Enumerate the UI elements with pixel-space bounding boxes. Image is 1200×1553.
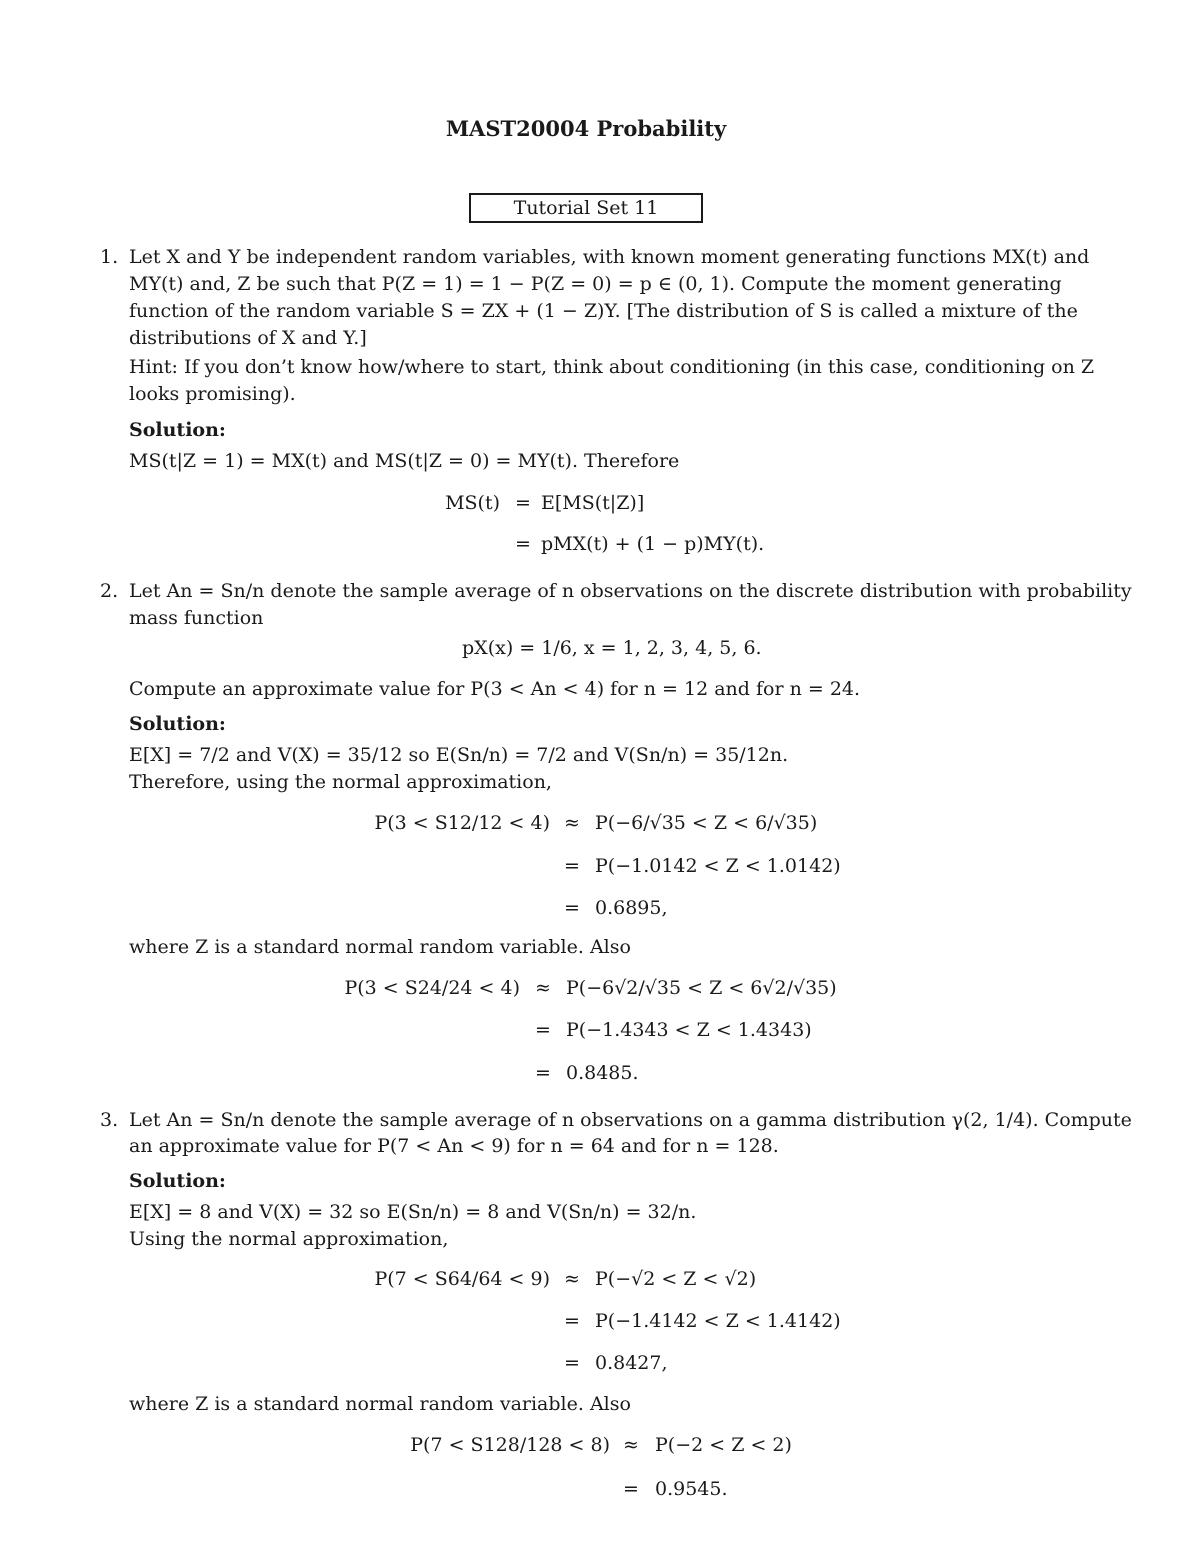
q1-eq-rhs-2: pMX(t) + (1 − p)MY(t).	[541, 533, 765, 555]
q3-b2-rhs-1: P(−2 < Z < 2)	[655, 1434, 792, 1456]
q1-line-2: MY(t) and, Z be such that P(Z = 1) = 1 − P(Z = 0) = p ∈ (0, 1). Compute the moment generating	[129, 273, 1062, 295]
q2-line-1: Let An = Sn/n denote the sample average of n observations on the discrete distribution with probability	[129, 580, 1132, 602]
q2-b2-rhs-1: P(−6√2/√35 < Z < 6√2/√35)	[566, 977, 837, 999]
q2-b1-rhs-2: P(−1.0142 < Z < 1.0142)	[595, 855, 841, 877]
q1-line-3: function of the random variable S = ZX + (1 − Z)Y. [The distribution of S is called a mixture of the	[129, 300, 1078, 322]
q2-line-2: mass function	[129, 607, 264, 629]
q3-b2-rel-1: ≈	[623, 1434, 639, 1456]
q3-solution-line-2: Using the normal approximation,	[129, 1228, 449, 1250]
q3-b1-rhs-2: P(−1.4142 < Z < 1.4142)	[595, 1310, 841, 1332]
q1-solution-label: Solution:	[129, 419, 226, 441]
q3-line-1: Let An = Sn/n denote the sample average of n observations on a gamma distribution γ(2, 1/4). Compute	[129, 1109, 1132, 1131]
q1-eq-rel-2: =	[515, 533, 531, 555]
q1-line-1: Let X and Y be independent random variables, with known moment generating functions MX(t) and	[129, 246, 1090, 268]
q2-b1-lhs: P(3 < S12/12 < 4)	[374, 812, 550, 834]
q3-b1-rhs-1: P(−√2 < Z < √2)	[595, 1268, 757, 1290]
q3-b2-rhs-2: 0.9545.	[655, 1478, 728, 1500]
q1-eq-lhs: MS(t)	[445, 492, 500, 514]
q2-solution-line-2: Therefore, using the normal approximation,	[129, 771, 552, 793]
q3-b2-rel-2: =	[623, 1478, 639, 1500]
q2-b2-rel-3: =	[535, 1062, 551, 1084]
q1-hint-1: Hint: If you don’t know how/where to start, think about conditioning (in this case, conditioning on Z	[129, 356, 1095, 378]
page-title: MAST20004 Probability	[445, 116, 727, 141]
q3-b1-rel-3: =	[564, 1352, 580, 1374]
q1-eq-rel-1: =	[515, 492, 531, 514]
q3-number: 3.	[100, 1109, 119, 1131]
q2-b1-rel-3: =	[564, 897, 580, 919]
q3-where: where Z is a standard normal random variable. Also	[129, 1393, 631, 1415]
q2-b2-rhs-3: 0.8485.	[566, 1062, 639, 1084]
q1-number: 1.	[100, 246, 119, 268]
q2-b2-rhs-2: P(−1.4343 < Z < 1.4343)	[566, 1019, 812, 1041]
q2-b2-rel-2: =	[535, 1019, 551, 1041]
q3-solution-label: Solution:	[129, 1170, 226, 1192]
q1-eq-rhs-1: E[MS(t|Z)]	[541, 492, 645, 514]
q2-b1-rhs-3: 0.6895,	[595, 897, 668, 919]
q3-b1-rhs-3: 0.8427,	[595, 1352, 668, 1374]
q3-b1-rel-2: =	[564, 1310, 580, 1332]
q2-b1-rel-2: =	[564, 855, 580, 877]
q2-number: 2.	[100, 580, 119, 602]
q3-b1-lhs: P(7 < S64/64 < 9)	[374, 1268, 550, 1290]
q2-b1-rhs-1: P(−6/√35 < Z < 6/√35)	[595, 812, 818, 834]
q2-pmf: pX(x) = 1/6, x = 1, 2, 3, 4, 5, 6.	[462, 637, 762, 659]
q1-hint-2: looks promising).	[129, 383, 296, 405]
q2-solution-line-1: E[X] = 7/2 and V(X) = 35/12 so E(Sn/n) = 7/2 and V(Sn/n) = 35/12n.	[129, 744, 789, 766]
q2-solution-label: Solution:	[129, 713, 226, 735]
q2-b2-lhs: P(3 < S24/24 < 4)	[344, 977, 520, 999]
q3-line-2: an approximate value for P(7 < An < 9) for n = 64 and for n = 128.	[129, 1135, 779, 1157]
q3-b1-rel-1: ≈	[564, 1268, 580, 1290]
q3-b2-lhs: P(7 < S128/128 < 8)	[410, 1434, 610, 1456]
q2-question: Compute an approximate value for P(3 < An < 4) for n = 12 and for n = 24.	[129, 678, 861, 700]
q1-line-4: distributions of X and Y.]	[129, 327, 367, 349]
q2-b2-rel-1: ≈	[535, 977, 551, 999]
q1-solution-line: MS(t|Z = 1) = MX(t) and MS(t|Z = 0) = MY(t). Therefore	[129, 450, 680, 472]
tutorial-set-box: Tutorial Set 11	[469, 193, 703, 223]
q2-where: where Z is a standard normal random variable. Also	[129, 936, 631, 958]
q2-b1-rel-1: ≈	[564, 812, 580, 834]
q3-solution-line-1: E[X] = 8 and V(X) = 32 so E(Sn/n) = 8 and V(Sn/n) = 32/n.	[129, 1201, 697, 1223]
